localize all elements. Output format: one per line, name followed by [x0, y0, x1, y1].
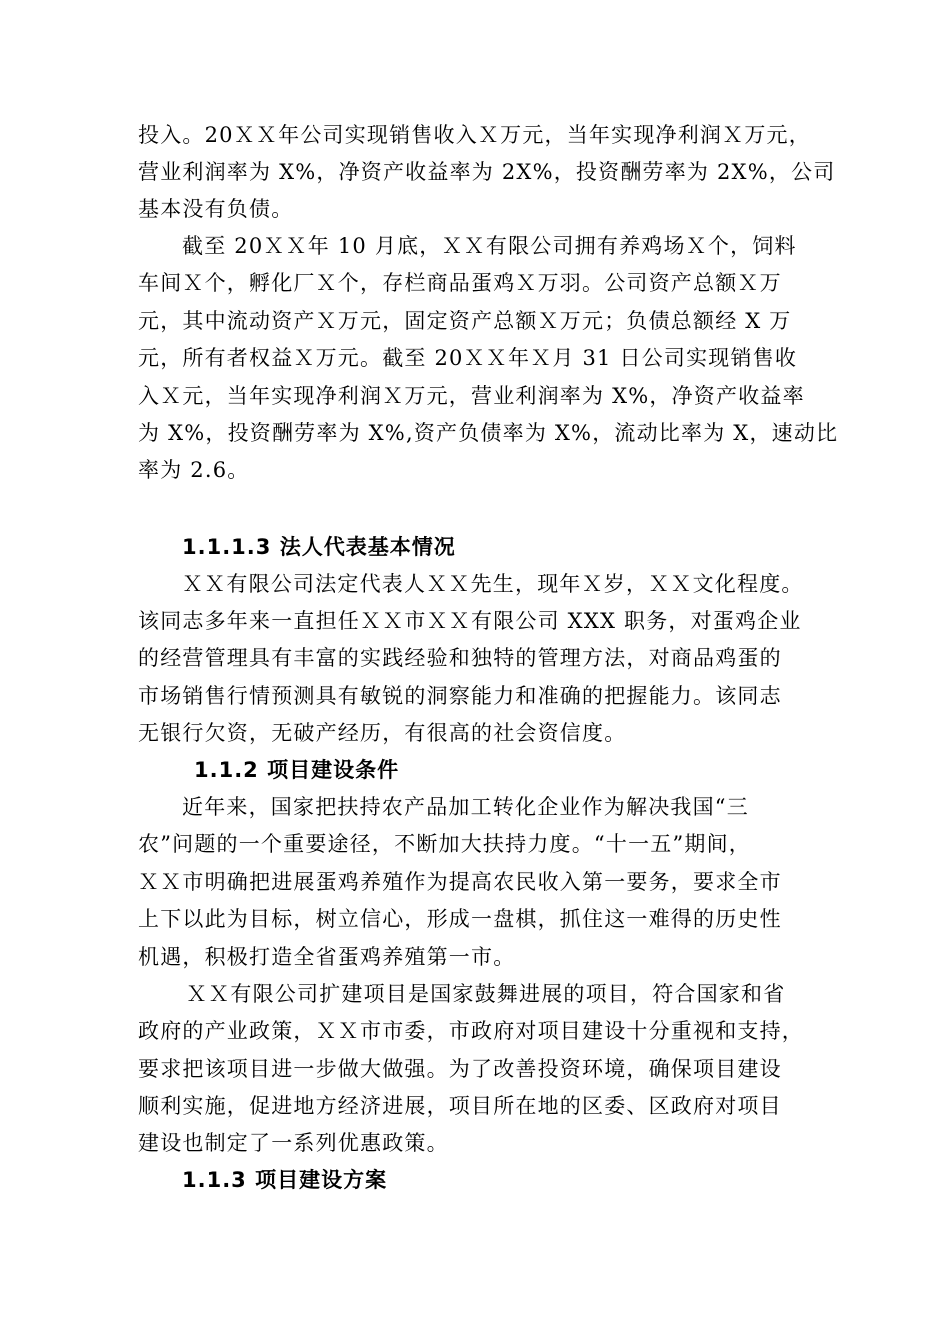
paragraph-line: 入Ｘ元，当年实现净利润Ｘ万元，营业利润率为 X%，净资产收益率: [138, 384, 805, 408]
paragraph-line: 投入。20ＸＸ年公司实现销售收入Ｘ万元，当年实现净利润Ｘ万元，: [138, 123, 811, 147]
paragraph-line: 上下以此为目标，树立信心，形成一盘棋，抓住这一难得的历史性: [138, 907, 782, 931]
paragraph-line: 该同志多年来一直担任ＸＸ市ＸＸ有限公司 XXX 职务，对蛋鸡企业: [138, 609, 802, 633]
paragraph-line: ＸＸ有限公司扩建项目是国家鼓舞进展的项目，符合国家和省: [186, 982, 786, 1006]
paragraph-line: 元，所有者权益Ｘ万元。截至 20ＸＸ年Ｘ月 31 日公司实现销售收: [138, 346, 798, 370]
paragraph-line: ＸＸ市明确把进展蛋鸡养殖作为提高农民收入第一要务，要求全市: [138, 870, 782, 894]
paragraph-line: 率为 2.6。: [138, 458, 250, 482]
paragraph-line: 为 X%，投资酬劳率为 X%,资产负债率为 X%，流动比率为 X，速动比: [138, 421, 839, 445]
paragraph-line: 顺利实施，促进地方经济进展，项目所在地的区委、区政府对项目: [138, 1094, 782, 1118]
paragraph-line: 截至 20ＸＸ年 10 月底，ＸＸ有限公司拥有养鸡场Ｘ个，饲料: [182, 234, 797, 258]
section-heading: 1.1.3 项目建设方案: [182, 1168, 388, 1192]
paragraph-line: 元，其中流动资产Ｘ万元，固定资产总额Ｘ万元；负债总额经 X 万: [138, 309, 792, 333]
paragraph-line: 无银行欠资，无破产经历，有很高的社会资信度。: [138, 721, 627, 745]
paragraph-line: 的经营管理具有丰富的实践经验和独特的管理方法，对商品鸡蛋的: [138, 646, 782, 670]
paragraph-line: 车间Ｘ个，孵化厂Ｘ个，存栏商品蛋鸡Ｘ万羽。公司资产总额Ｘ万: [138, 271, 782, 295]
paragraph-line: 近年来，国家把扶持农产品加工转化企业作为解决我国“三: [182, 795, 749, 819]
paragraph-line: 营业利润率为 X%，净资产收益率为 2X%，投资酬劳率为 2X%，公司: [138, 160, 836, 184]
paragraph-line: 机遇，积极打造全省蛋鸡养殖第一市。: [138, 945, 516, 969]
paragraph-line: 基本没有负债。: [138, 197, 294, 221]
paragraph-line: 农”问题的一个重要途径，不断加大扶持力度。“十一五”期间，: [138, 832, 752, 856]
section-heading: 1.1.2 项目建设条件: [194, 758, 400, 782]
paragraph-line: ＸＸ有限公司法定代表人ＸＸ先生，现年Ｘ岁，ＸＸ文化程度。: [182, 572, 804, 596]
section-heading: 1.1.1.3 法人代表基本情况: [182, 535, 456, 559]
paragraph-line: 政府的产业政策，ＸＸ市市委，市政府对项目建设十分重视和支持，: [138, 1019, 804, 1043]
paragraph-line: 要求把该项目进一步做大做强。为了改善投资环境，确保项目建设: [138, 1057, 782, 1081]
paragraph-line: 建设也制定了一系列优惠政策。: [138, 1131, 449, 1155]
paragraph-line: 市场销售行情预测具有敏锐的洞察能力和准确的把握能力。该同志: [138, 684, 782, 708]
